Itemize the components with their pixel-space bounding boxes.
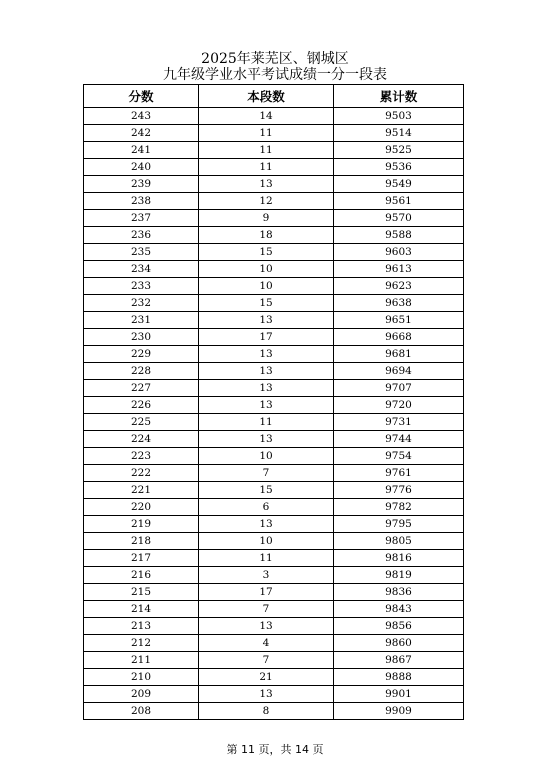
cell-segment-count: 13 bbox=[199, 686, 334, 703]
cell-cumulative-count: 9901 bbox=[334, 686, 464, 703]
cell-segment-count: 7 bbox=[199, 465, 334, 482]
cell-cumulative-count: 9561 bbox=[334, 193, 464, 210]
table-row bbox=[84, 567, 464, 584]
cell-cumulative-count: 9681 bbox=[334, 346, 464, 363]
cell-cumulative-count: 9909 bbox=[334, 703, 464, 720]
cell-cumulative-count: 9805 bbox=[334, 533, 464, 550]
cell-segment-count: 13 bbox=[199, 176, 334, 193]
cell-cumulative-count: 9720 bbox=[334, 397, 464, 414]
cell-score: 218 bbox=[84, 533, 199, 550]
cell-segment-count: 21 bbox=[199, 669, 334, 686]
cell-segment-count: 17 bbox=[199, 584, 334, 601]
cell-score: 234 bbox=[84, 261, 199, 278]
table-row bbox=[84, 533, 464, 550]
cell-segment-count: 11 bbox=[199, 550, 334, 567]
cell-cumulative-count: 9754 bbox=[334, 448, 464, 465]
table-row bbox=[84, 193, 464, 210]
cell-score: 226 bbox=[84, 397, 199, 414]
cell-segment-count: 7 bbox=[199, 601, 334, 618]
cell-cumulative-count: 9514 bbox=[334, 125, 464, 142]
cell-cumulative-count: 9776 bbox=[334, 482, 464, 499]
cell-score: 216 bbox=[84, 567, 199, 584]
cell-cumulative-count: 9860 bbox=[334, 635, 464, 652]
cell-score: 211 bbox=[84, 652, 199, 669]
cell-cumulative-count: 9623 bbox=[334, 278, 464, 295]
cell-score: 232 bbox=[84, 295, 199, 312]
cell-score: 237 bbox=[84, 210, 199, 227]
cell-segment-count: 11 bbox=[199, 159, 334, 176]
cell-cumulative-count: 9549 bbox=[334, 176, 464, 193]
cell-score: 229 bbox=[84, 346, 199, 363]
cell-score: 239 bbox=[84, 176, 199, 193]
document-title: 2025年莱芜区、钢城区 bbox=[201, 51, 349, 67]
table-row bbox=[84, 584, 464, 601]
cell-score: 208 bbox=[84, 703, 199, 720]
cell-cumulative-count: 9536 bbox=[334, 159, 464, 176]
table-header-row bbox=[84, 85, 464, 108]
cell-segment-count: 7 bbox=[199, 652, 334, 669]
page-number: 第 11 页，共 14 页 bbox=[226, 743, 324, 756]
cell-score: 213 bbox=[84, 618, 199, 635]
cell-cumulative-count: 9761 bbox=[334, 465, 464, 482]
table-row bbox=[84, 261, 464, 278]
table-row bbox=[84, 363, 464, 380]
cell-segment-count: 10 bbox=[199, 261, 334, 278]
cell-cumulative-count: 9651 bbox=[334, 312, 464, 329]
cell-cumulative-count: 9570 bbox=[334, 210, 464, 227]
table-row bbox=[84, 227, 464, 244]
table-row bbox=[84, 635, 464, 652]
cell-cumulative-count: 9731 bbox=[334, 414, 464, 431]
table-row bbox=[84, 397, 464, 414]
table-row bbox=[84, 652, 464, 669]
cell-cumulative-count: 9744 bbox=[334, 431, 464, 448]
cell-cumulative-count: 9795 bbox=[334, 516, 464, 533]
cell-cumulative-count: 9638 bbox=[334, 295, 464, 312]
table-row bbox=[84, 618, 464, 635]
cell-cumulative-count: 9525 bbox=[334, 142, 464, 159]
cell-score: 224 bbox=[84, 431, 199, 448]
table-row bbox=[84, 346, 464, 363]
score-distribution-table bbox=[83, 84, 464, 720]
table-row bbox=[84, 159, 464, 176]
cell-segment-count: 13 bbox=[199, 346, 334, 363]
table-row bbox=[84, 499, 464, 516]
cell-segment-count: 17 bbox=[199, 329, 334, 346]
cell-cumulative-count: 9613 bbox=[334, 261, 464, 278]
cell-score: 238 bbox=[84, 193, 199, 210]
cell-score: 231 bbox=[84, 312, 199, 329]
cell-score: 233 bbox=[84, 278, 199, 295]
cell-score: 241 bbox=[84, 142, 199, 159]
table-row bbox=[84, 448, 464, 465]
cell-segment-count: 13 bbox=[199, 363, 334, 380]
table-row bbox=[84, 210, 464, 227]
table-row bbox=[84, 125, 464, 142]
table-row bbox=[84, 329, 464, 346]
cell-segment-count: 9 bbox=[199, 210, 334, 227]
table-row bbox=[84, 550, 464, 567]
table-row bbox=[84, 312, 464, 329]
cell-cumulative-count: 9856 bbox=[334, 618, 464, 635]
table-row bbox=[84, 703, 464, 720]
cell-score: 209 bbox=[84, 686, 199, 703]
cell-segment-count: 13 bbox=[199, 516, 334, 533]
cell-segment-count: 4 bbox=[199, 635, 334, 652]
cell-segment-count: 13 bbox=[199, 431, 334, 448]
cell-cumulative-count: 9694 bbox=[334, 363, 464, 380]
cell-score: 242 bbox=[84, 125, 199, 142]
table-row bbox=[84, 414, 464, 431]
table-row bbox=[84, 669, 464, 686]
cell-segment-count: 15 bbox=[199, 295, 334, 312]
cell-cumulative-count: 9603 bbox=[334, 244, 464, 261]
header-segment-count: 本段数 bbox=[199, 85, 334, 108]
cell-score: 219 bbox=[84, 516, 199, 533]
cell-score: 230 bbox=[84, 329, 199, 346]
cell-segment-count: 10 bbox=[199, 533, 334, 550]
cell-score: 223 bbox=[84, 448, 199, 465]
cell-segment-count: 11 bbox=[199, 125, 334, 142]
cell-cumulative-count: 9588 bbox=[334, 227, 464, 244]
cell-segment-count: 13 bbox=[199, 618, 334, 635]
table-row bbox=[84, 108, 464, 125]
cell-segment-count: 18 bbox=[199, 227, 334, 244]
cell-segment-count: 8 bbox=[199, 703, 334, 720]
cell-cumulative-count: 9668 bbox=[334, 329, 464, 346]
cell-cumulative-count: 9843 bbox=[334, 601, 464, 618]
table-row bbox=[84, 278, 464, 295]
cell-segment-count: 6 bbox=[199, 499, 334, 516]
table-row bbox=[84, 295, 464, 312]
cell-cumulative-count: 9707 bbox=[334, 380, 464, 397]
cell-score: 215 bbox=[84, 584, 199, 601]
cell-cumulative-count: 9867 bbox=[334, 652, 464, 669]
cell-score: 227 bbox=[84, 380, 199, 397]
table-row bbox=[84, 142, 464, 159]
cell-cumulative-count: 9503 bbox=[334, 108, 464, 125]
table-row bbox=[84, 516, 464, 533]
cell-segment-count: 10 bbox=[199, 448, 334, 465]
cell-score: 220 bbox=[84, 499, 199, 516]
cell-score: 228 bbox=[84, 363, 199, 380]
cell-score: 214 bbox=[84, 601, 199, 618]
cell-segment-count: 15 bbox=[199, 482, 334, 499]
cell-segment-count: 14 bbox=[199, 108, 334, 125]
cell-score: 235 bbox=[84, 244, 199, 261]
cell-score: 236 bbox=[84, 227, 199, 244]
table-row bbox=[84, 601, 464, 618]
cell-cumulative-count: 9819 bbox=[334, 567, 464, 584]
cell-score: 212 bbox=[84, 635, 199, 652]
cell-segment-count: 13 bbox=[199, 380, 334, 397]
header-cumulative-count: 累计数 bbox=[334, 85, 464, 108]
table-row bbox=[84, 465, 464, 482]
cell-score: 222 bbox=[84, 465, 199, 482]
table-row bbox=[84, 482, 464, 499]
document-subtitle: 九年级学业水平考试成绩一分一段表 bbox=[163, 67, 387, 83]
cell-cumulative-count: 9816 bbox=[334, 550, 464, 567]
cell-segment-count: 11 bbox=[199, 414, 334, 431]
cell-score: 243 bbox=[84, 108, 199, 125]
header-score: 分数 bbox=[84, 85, 199, 108]
cell-cumulative-count: 9888 bbox=[334, 669, 464, 686]
cell-segment-count: 3 bbox=[199, 567, 334, 584]
table-row bbox=[84, 431, 464, 448]
table-row bbox=[84, 176, 464, 193]
cell-cumulative-count: 9782 bbox=[334, 499, 464, 516]
cell-segment-count: 13 bbox=[199, 312, 334, 329]
cell-score: 240 bbox=[84, 159, 199, 176]
cell-score: 225 bbox=[84, 414, 199, 431]
cell-segment-count: 11 bbox=[199, 142, 334, 159]
table-row bbox=[84, 244, 464, 261]
cell-score: 210 bbox=[84, 669, 199, 686]
table-row bbox=[84, 686, 464, 703]
table-body bbox=[84, 108, 464, 720]
cell-segment-count: 15 bbox=[199, 244, 334, 261]
cell-segment-count: 12 bbox=[199, 193, 334, 210]
cell-score: 217 bbox=[84, 550, 199, 567]
cell-cumulative-count: 9836 bbox=[334, 584, 464, 601]
cell-segment-count: 10 bbox=[199, 278, 334, 295]
table-row bbox=[84, 380, 464, 397]
cell-segment-count: 13 bbox=[199, 397, 334, 414]
cell-score: 221 bbox=[84, 482, 199, 499]
